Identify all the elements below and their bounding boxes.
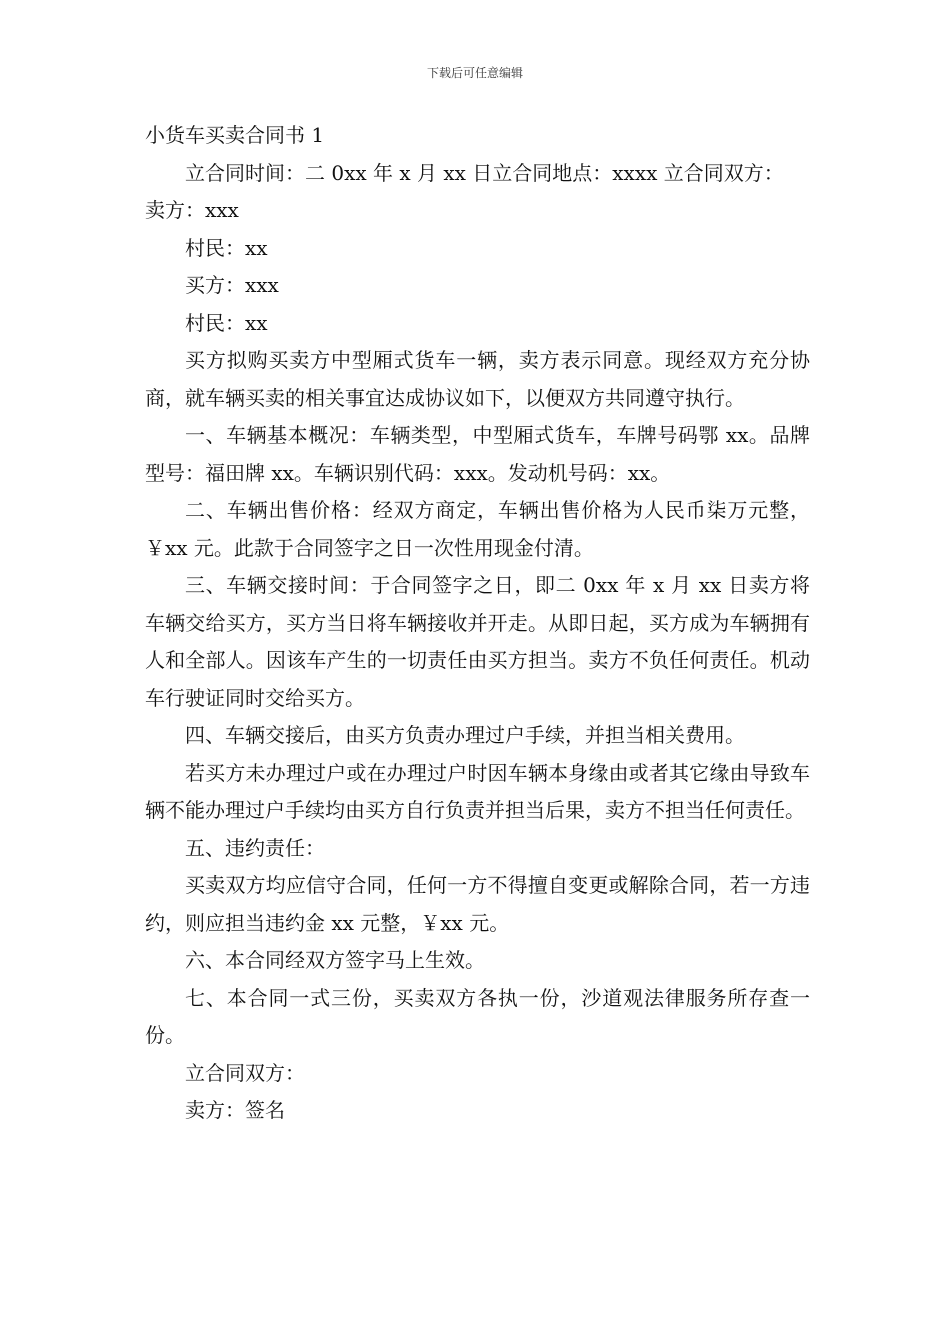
paragraph-clause-2: 二、车辆出售价格：经双方商定，车辆出售价格为人民币柒万元整，￥xx 元。此款于合同签字之日一次性用现金付清。 <box>145 498 810 560</box>
paragraph-clause-1: 一、车辆基本概况：车辆类型，中型厢式货车，车牌号码鄂 xx。品牌型号：福田牌 xx。车辆识别代码：xxx。发动机号码：xx。 <box>145 423 810 485</box>
paragraph-parties: 立合同双方： <box>185 1060 305 1085</box>
paragraph-clause-6: 六、本合同经双方签字马上生效。 <box>185 948 485 972</box>
paragraph-seller-signature: 卖方：签名 <box>185 1098 285 1122</box>
document-title: 小货车买卖合同书 1 <box>145 123 325 147</box>
paragraph-contract-time: 立合同时间：二 0xx 年 x 月 xx 日立合同地点：xxxx 立合同双方： <box>185 160 784 185</box>
page-header: 下载后可任意编辑 <box>426 66 523 80</box>
paragraph-clause-7: 七、本合同一式三份，买卖双方各执一份，沙道观法律服务所存查一份。 <box>145 985 810 1047</box>
paragraph-seller: 卖方：xxx <box>145 198 239 222</box>
paragraph-seller-villager: 村民：xx <box>185 235 268 260</box>
paragraph-clause-4: 四、车辆交接后，由买方负责办理过户手续，并担当相关费用。 <box>185 723 745 747</box>
paragraph-clause-3: 三、车辆交接时间：于合同签字之日，即二 0xx 年 x 月 xx 日卖方将车辆交给买方，买方当日将车辆接收并开走。从即日起，买方成为车辆拥有人和全部人。因该车产生的一切责任由买方担当。卖方不负任何责任。机动车行驶证同时交给买方。 <box>145 573 810 710</box>
document-body <box>145 117 810 1130</box>
paragraph-buyer-villager: 村民：xx <box>185 310 268 335</box>
paragraph-buyer: 买方：xxx <box>185 273 279 297</box>
paragraph-clause-5-detail: 买卖双方均应信守合同，任何一方不得擅自变更或解除合同，若一方违约，则应担当违约金 xx 元整，￥xx 元。 <box>145 873 810 935</box>
paragraph-clause-4-detail: 若买方未办理过户或在办理过户时因车辆本身缘由或者其它缘由导致车辆不能办理过户手续均由买方自行负责并担当后果，卖方不担当任何责任。 <box>145 760 810 822</box>
paragraph-clause-5: 五、违约责任： <box>185 835 325 860</box>
paragraph-intro: 买方拟购买卖方中型厢式货车一辆，卖方表示同意。现经双方充分协商，就车辆买卖的相关事宜达成协议如下，以便双方共同遵守执行。 <box>145 348 810 410</box>
